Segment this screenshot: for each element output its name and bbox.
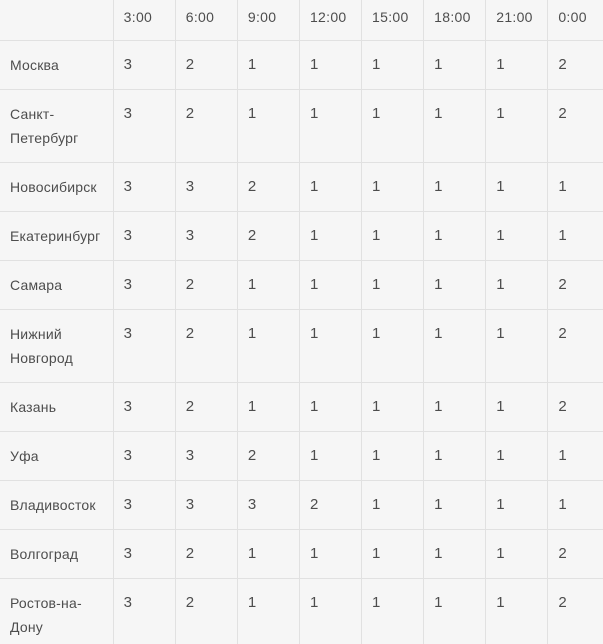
value-cell: 1 (237, 261, 299, 310)
value-cell: 1 (486, 310, 548, 383)
city-cell: Ростов-на-Дону (0, 579, 113, 644)
value-cell: 1 (424, 310, 486, 383)
value-cell: 1 (424, 212, 486, 261)
value-cell: 2 (175, 530, 237, 579)
value-cell: 1 (486, 383, 548, 432)
value-cell: 3 (175, 432, 237, 481)
value-cell: 1 (237, 579, 299, 644)
value-cell: 1 (362, 261, 424, 310)
value-cell: 1 (299, 530, 361, 579)
value-cell: 1 (424, 530, 486, 579)
value-cell: 2 (548, 90, 603, 163)
value-cell: 1 (299, 432, 361, 481)
table-row (0, 579, 603, 644)
value-cell: 3 (113, 163, 175, 212)
value-cell: 1 (299, 212, 361, 261)
value-cell: 1 (237, 383, 299, 432)
value-cell: 1 (362, 432, 424, 481)
city-cell: Москва (0, 41, 113, 90)
value-cell: 1 (299, 163, 361, 212)
city-cell: Самара (0, 261, 113, 310)
value-cell: 1 (237, 310, 299, 383)
value-cell: 1 (486, 163, 548, 212)
value-cell: 1 (362, 530, 424, 579)
time-header: 3:00 (113, 0, 175, 41)
city-cell: Екатеринбург (0, 212, 113, 261)
table-row (0, 261, 603, 310)
value-cell: 3 (113, 579, 175, 644)
value-cell: 1 (548, 481, 603, 530)
value-cell: 2 (237, 163, 299, 212)
value-cell: 1 (424, 41, 486, 90)
value-cell: 1 (548, 212, 603, 261)
value-cell: 2 (548, 41, 603, 90)
value-cell: 1 (362, 383, 424, 432)
value-cell: 2 (175, 310, 237, 383)
value-cell: 3 (113, 212, 175, 261)
value-cell: 1 (486, 261, 548, 310)
city-cell: Казань (0, 383, 113, 432)
table-row (0, 163, 603, 212)
value-cell: 1 (486, 41, 548, 90)
value-cell: 1 (237, 90, 299, 163)
value-cell: 3 (113, 530, 175, 579)
city-cell: Новосибирск (0, 163, 113, 212)
value-cell: 2 (175, 41, 237, 90)
table-row (0, 481, 603, 530)
table-row (0, 530, 603, 579)
value-cell: 2 (175, 383, 237, 432)
table-row (0, 383, 603, 432)
time-header: 15:00 (362, 0, 424, 41)
value-cell: 3 (113, 481, 175, 530)
value-cell: 1 (299, 90, 361, 163)
value-cell: 2 (175, 90, 237, 163)
value-cell: 1 (362, 579, 424, 644)
time-header: 21:00 (486, 0, 548, 41)
table-row (0, 432, 603, 481)
value-cell: 1 (424, 163, 486, 212)
value-cell: 1 (299, 261, 361, 310)
value-cell: 3 (175, 481, 237, 530)
value-cell: 2 (548, 310, 603, 383)
value-cell: 3 (113, 41, 175, 90)
value-cell: 3 (175, 163, 237, 212)
value-cell: 1 (237, 41, 299, 90)
value-cell: 2 (237, 432, 299, 481)
table-row (0, 310, 603, 383)
value-cell: 3 (113, 432, 175, 481)
table-row (0, 90, 603, 163)
value-cell: 2 (548, 261, 603, 310)
value-cell: 1 (486, 432, 548, 481)
value-cell: 1 (362, 163, 424, 212)
value-cell: 2 (237, 212, 299, 261)
value-cell: 1 (362, 90, 424, 163)
value-cell: 2 (548, 530, 603, 579)
value-cell: 2 (548, 383, 603, 432)
value-cell: 1 (548, 163, 603, 212)
value-cell: 1 (299, 383, 361, 432)
value-cell: 1 (362, 212, 424, 261)
value-cell: 1 (299, 310, 361, 383)
table-row (0, 212, 603, 261)
value-cell: 1 (424, 481, 486, 530)
time-header: 6:00 (175, 0, 237, 41)
time-header: 9:00 (237, 0, 299, 41)
city-cell: Нижний Новгород (0, 310, 113, 383)
time-header-row (0, 0, 603, 41)
value-cell: 1 (424, 432, 486, 481)
value-cell: 1 (299, 41, 361, 90)
value-cell: 3 (113, 261, 175, 310)
value-cell: 1 (237, 530, 299, 579)
value-cell: 3 (175, 212, 237, 261)
city-cell: Санкт-Петербург (0, 90, 113, 163)
corner-cell (0, 0, 113, 41)
value-cell: 1 (424, 90, 486, 163)
table-header (0, 0, 603, 41)
value-cell: 1 (362, 41, 424, 90)
time-header: 0:00 (548, 0, 603, 41)
value-cell: 1 (486, 481, 548, 530)
table-row (0, 41, 603, 90)
value-cell: 1 (486, 212, 548, 261)
value-cell: 1 (424, 261, 486, 310)
value-cell: 3 (237, 481, 299, 530)
value-cell: 3 (113, 90, 175, 163)
value-cell: 3 (113, 310, 175, 383)
value-cell: 2 (299, 481, 361, 530)
value-cell: 3 (113, 383, 175, 432)
value-cell: 2 (548, 579, 603, 644)
value-cell: 1 (362, 310, 424, 383)
value-cell: 1 (362, 481, 424, 530)
city-cell: Уфа (0, 432, 113, 481)
value-cell: 1 (299, 579, 361, 644)
value-cell: 2 (175, 261, 237, 310)
value-cell: 1 (486, 530, 548, 579)
city-cell: Владивосток (0, 481, 113, 530)
time-header: 18:00 (424, 0, 486, 41)
table-body (0, 41, 603, 644)
value-cell: 1 (424, 383, 486, 432)
value-cell: 1 (486, 579, 548, 644)
value-cell: 1 (424, 579, 486, 644)
value-cell: 1 (486, 90, 548, 163)
time-header: 12:00 (299, 0, 361, 41)
city-cell: Волгоград (0, 530, 113, 579)
value-cell: 1 (548, 432, 603, 481)
value-cell: 2 (175, 579, 237, 644)
